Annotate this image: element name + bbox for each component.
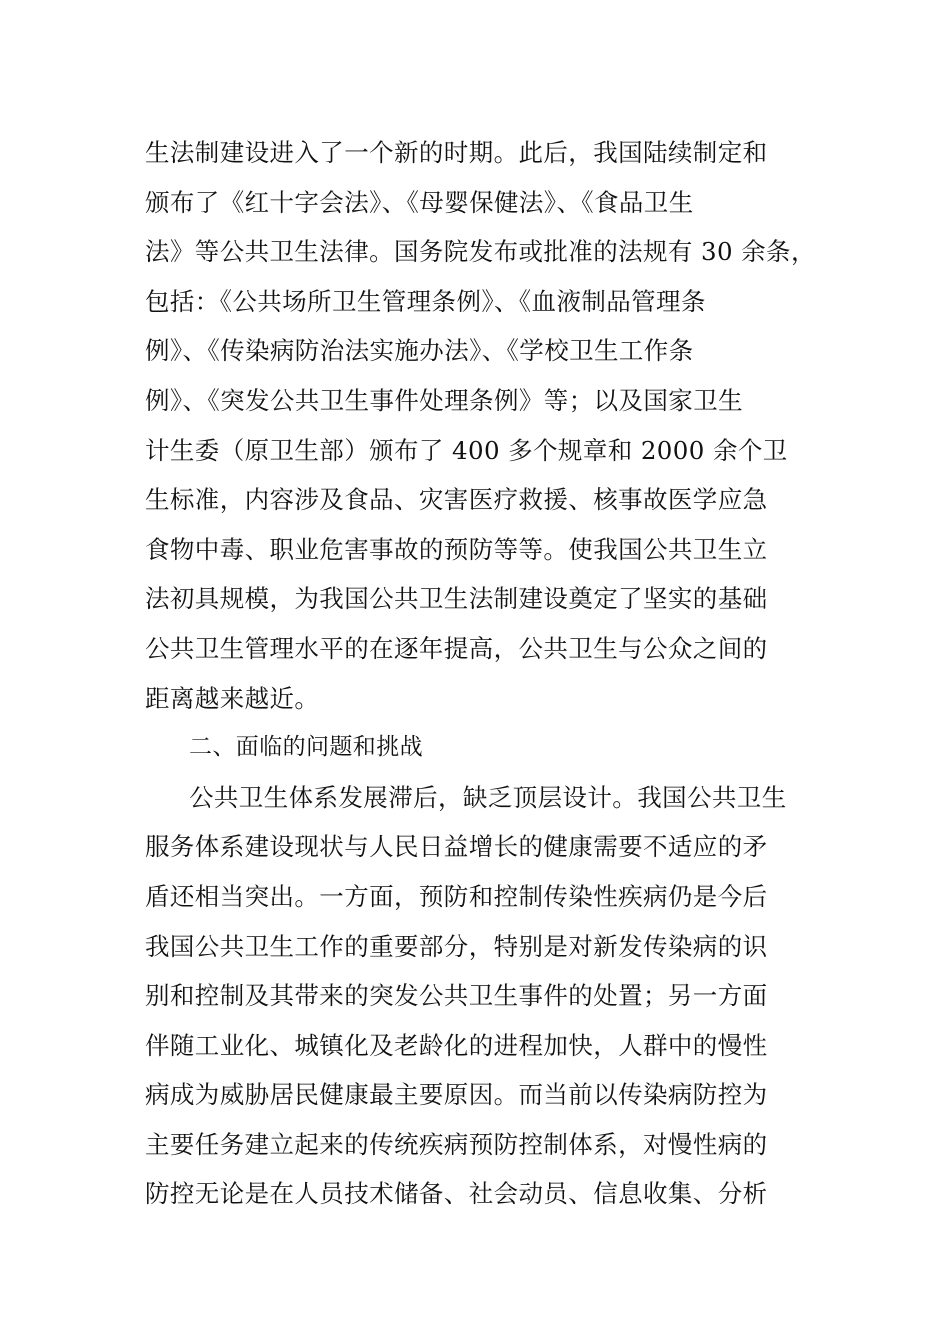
text-line: 法初具规模，为我国公共卫生法制建设奠定了坚实的基础: [145, 584, 768, 614]
text-line: 病成为威胁居民健康最主要原因。而当前以传染病防控为: [145, 1080, 768, 1110]
text-line: 颁布了《红十字会法》、《母婴保健法》、《食品卫生: [145, 187, 694, 217]
text-line: 主要任务建立起来的传统疾病预防控制体系，对慢性病的: [145, 1129, 768, 1159]
text-line: 别和控制及其带来的突发公共卫生事件的处置；另一方面: [145, 981, 768, 1011]
text-line: 服务体系建设现状与人民日益增长的健康需要不适应的矛: [145, 832, 768, 862]
text-line: 生法制建设进入了一个新的时期。此后，我国陆续制定和: [145, 138, 768, 167]
document-body: [145, 128, 845, 1219]
text-line: 伴随工业化、城镇化及老龄化的进程加快，人群中的慢性: [145, 1030, 768, 1060]
text-line: 包括：《公共场所卫生管理条例》、《血液制品管理条: [145, 286, 706, 316]
text-line: 防控无论是在人员技术储备、社会动员、信息收集、分析: [145, 1179, 768, 1209]
text-line: 生标准，内容涉及食品、灾害医疗救援、核事故医学应急: [145, 485, 768, 515]
text-line: 食物中毒、职业危害事故的预防等等。使我国公共卫生立: [145, 534, 768, 564]
text-line: 距离越来越近。: [145, 683, 320, 713]
text-line: 我国公共卫生工作的重要部分，特别是对新发传染病的识: [145, 931, 768, 961]
text-line: 法》等公共卫生法律。国务院发布或批准的法规有 30 余条，: [145, 237, 816, 267]
text-line: 计生委（原卫生部）颁布了 400 多个规章和 2000 余个卫: [145, 435, 788, 465]
text-line: 公共卫生管理水平的在逐年提高，公共卫生与公众之间的: [145, 633, 768, 663]
text-line: 例》、《传染病防治法实施办法》、《学校卫生工作条: [145, 336, 694, 366]
text-line: 盾还相当突出。一方面，预防和控制传染性疾病仍是今后: [145, 881, 768, 911]
section-heading: 二、面临的问题和挑战: [189, 734, 423, 761]
text-line: 例》、《突发公共卫生事件处理条例》等；以及国家卫生: [145, 385, 743, 415]
paragraph-first-line: 公共卫生体系发展滞后，缺乏顶层设计。我国公共卫生: [189, 782, 787, 812]
